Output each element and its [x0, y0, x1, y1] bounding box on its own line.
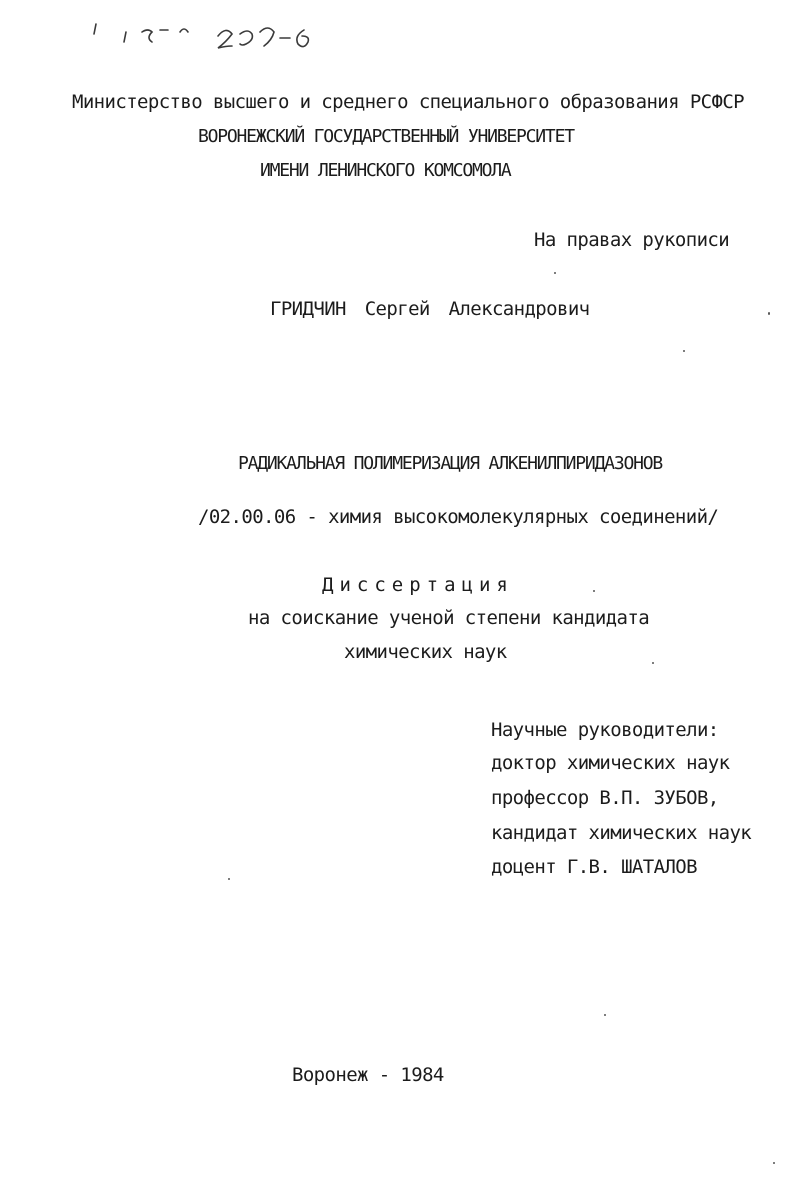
supervisors-label: Научные руководители:	[491, 719, 719, 741]
degree-line-1: на соискание ученой степени кандидата	[248, 607, 650, 629]
supervisor-line: кандидат химических наук	[491, 822, 752, 844]
ministry-line: Министерство высшего и среднего специального образования РСФСР	[72, 91, 745, 113]
university-named-after: ИМЕНИ ЛЕНИНСКОГО КОМСОМОЛА	[260, 160, 511, 181]
author-name: ГРИДЧИН Сергей Александрович	[270, 298, 590, 320]
scan-speck	[768, 312, 770, 315]
supervisor-line: доктор химических наук	[491, 752, 730, 774]
scan-speck	[604, 1014, 606, 1016]
dissertation-title: РАДИКАЛЬНАЯ ПОЛИМЕРИЗАЦИЯ АЛКЕНИЛПИРИДАЗОНОВ	[238, 453, 663, 474]
supervisor-line: доцент Г.В. ШАТАЛОВ	[491, 856, 697, 878]
university-name: ВОРОНЕЖСКИЙ ГОСУДАРСТВЕННЫЙ УНИВЕРСИТЕТ	[198, 126, 574, 147]
scan-speck	[554, 272, 556, 274]
place-and-year: Воронеж - 1984	[292, 1064, 444, 1086]
scan-speck	[683, 350, 685, 352]
scan-speck	[593, 590, 595, 592]
handwritten-archive-note	[90, 18, 330, 58]
degree-line-2: химических наук	[344, 641, 507, 663]
scan-speck	[228, 878, 230, 880]
scan-speck	[773, 1162, 775, 1164]
manuscript-rights-note: На правах рукописи	[534, 229, 730, 251]
specialty-code: /02.00.06 - химия высокомолекулярных соединений/	[198, 506, 719, 528]
work-type-heading: Диссертация	[322, 574, 514, 596]
scan-speck	[652, 662, 654, 664]
supervisor-line: профессор В.П. ЗУБОВ,	[491, 787, 719, 809]
